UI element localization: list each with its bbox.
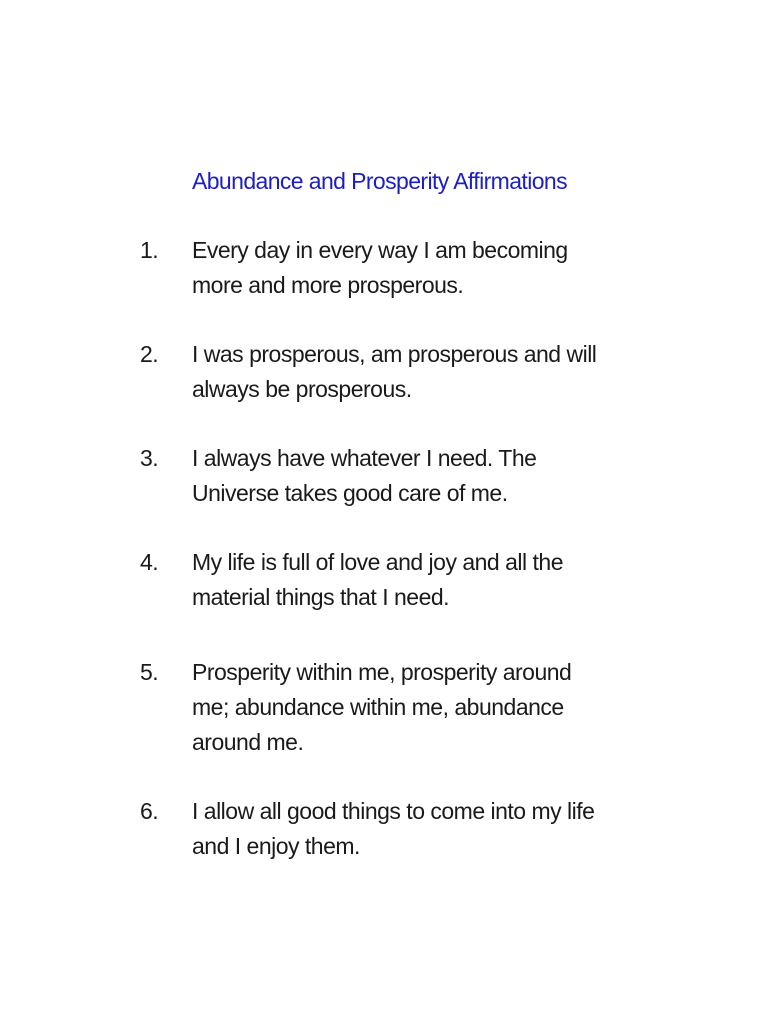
item-number: 4. [140, 549, 159, 575]
item-text-line: more and more prosperous. [192, 272, 464, 298]
item-text [192, 441, 652, 511]
item-text-line: material things that I need. [192, 584, 450, 610]
item-text-line: Prosperity within me, prosperity around [192, 659, 572, 685]
item-text-line: Universe takes good care of me. [192, 480, 508, 506]
item-number: 2. [140, 341, 159, 367]
item-text-line: Every day in every way I am becoming [192, 237, 568, 263]
item-text [192, 545, 652, 615]
item-text-line: always be prosperous. [192, 376, 412, 402]
item-text-line: me; abundance within me, abundance [192, 694, 564, 720]
item-number: 6. [140, 798, 159, 824]
item-number: 5. [140, 659, 159, 685]
item-text-line: around me. [192, 729, 304, 755]
item-text [192, 794, 652, 864]
item-text [192, 233, 652, 303]
item-text-line: and I enjoy them. [192, 833, 360, 859]
item-text-line: I allow all good things to come into my life [192, 798, 595, 824]
document-title: Abundance and Prosperity Affirmations [192, 168, 567, 194]
item-number: 1. [140, 237, 159, 263]
item-text [192, 337, 652, 407]
item-text-line: I always have whatever I need. The [192, 445, 537, 471]
item-text-line: I was prosperous, am prosperous and will [192, 341, 597, 367]
item-text-line: My life is full of love and joy and all the [192, 549, 563, 575]
item-number: 3. [140, 445, 159, 471]
item-text [192, 655, 652, 760]
